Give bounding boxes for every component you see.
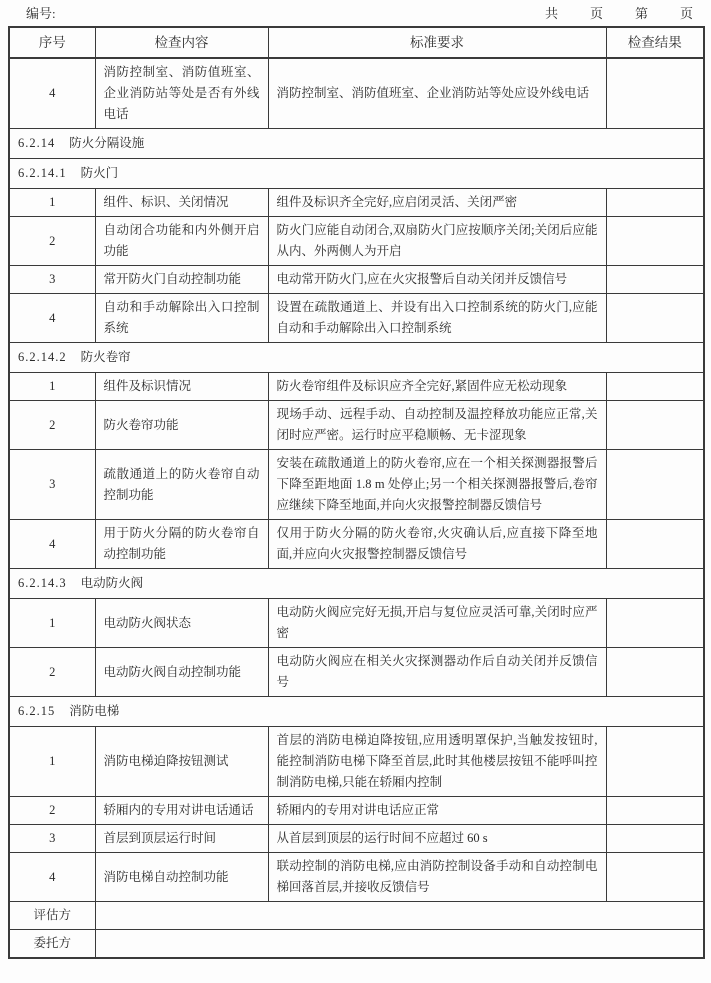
pagination-total-label: 共 [544,6,558,21]
section-title: 电动防火阀 [80,576,144,590]
inspection-result [606,294,704,343]
standard-requirement: 电动常开防火门,应在火灾报警后自动关闭并反馈信号 [268,266,606,294]
item-number: 1 [9,727,95,797]
inspection-result [606,58,704,129]
col-header-requirement: 标准要求 [268,27,606,58]
item-number: 2 [9,401,95,450]
section-row [9,343,704,373]
standard-requirement: 现场手动、远程手动、自动控制及温控释放功能应正常,关闭时应严密。运行时应平稳顺畅、无卡涩现象 [268,401,606,450]
item-row [9,853,704,902]
section-heading [9,129,704,159]
standard-requirement: 设置在疏散通道上、并设有出入口控制系统的防火门,应能自动和手动解除出入口控制系统 [268,294,606,343]
inspection-checklist-table [8,26,705,959]
item-row [9,294,704,343]
item-number: 3 [9,450,95,520]
inspection-result [606,189,704,217]
inspection-result [606,599,704,648]
item-number: 2 [9,217,95,266]
pagination-page-label: 页 [589,6,603,21]
section-title: 防火卷帘 [80,350,131,364]
section-code: 6.2.14 [18,136,56,150]
item-row [9,217,704,266]
signature-row [9,930,704,959]
standard-requirement: 轿厢内的专用对讲电话应正常 [268,797,606,825]
item-number: 1 [9,373,95,401]
inspection-content: 消防电梯自动控制功能 [95,853,268,902]
party-signature-area [95,902,704,930]
inspection-result [606,797,704,825]
item-row [9,825,704,853]
item-row [9,58,704,129]
section-title: 防火分隔设施 [69,136,145,150]
item-number: 4 [9,294,95,343]
inspection-result [606,401,704,450]
inspection-result [606,727,704,797]
standard-requirement: 消防控制室、消防值班室、企业消防站等处应设外线电话 [268,58,606,129]
inspection-result [606,266,704,294]
inspection-content: 用于防火分隔的防火卷帘自动控制功能 [95,520,268,569]
inspection-content: 组件、标识、关闭情况 [95,189,268,217]
inspection-result [606,648,704,697]
section-heading [9,697,704,727]
standard-requirement: 电动防火阀应完好无损,开启与复位应灵活可靠,关闭时应严密 [268,599,606,648]
section-row [9,697,704,727]
item-number: 2 [9,797,95,825]
inspection-content: 组件及标识情况 [95,373,268,401]
inspection-content: 首层到顶层运行时间 [95,825,268,853]
pagination-page-label-2: 页 [679,6,693,21]
item-number: 4 [9,58,95,129]
item-number: 2 [9,648,95,697]
standard-requirement: 联动控制的消防电梯,应由消防控制设备手动和自动控制电梯回落首层,并接收反馈信号 [268,853,606,902]
inspection-result [606,217,704,266]
section-row [9,159,704,189]
inspection-content: 轿厢内的专用对讲电话通话 [95,797,268,825]
item-row [9,648,704,697]
inspection-content: 消防控制室、消防值班室、企业消防站等处是否有外线电话 [95,58,268,129]
item-number: 3 [9,266,95,294]
inspection-result [606,450,704,520]
item-number: 4 [9,520,95,569]
inspection-content: 消防电梯迫降按钮测试 [95,727,268,797]
standard-requirement: 防火门应能自动闭合,双扇防火门应按顺序关闭;关闭后应能从内、外两侧人为开启 [268,217,606,266]
item-row [9,266,704,294]
section-code: 6.2.15 [18,704,56,718]
party-signature-area [95,930,704,959]
standard-requirement: 安装在疏散通道上的防火卷帘,应在一个相关探测器报警后下降至距地面 1.8 m 处停止;另一个相关探测器报警后,卷帘应继续下降至地面,并向火灾报警控制器反馈信号 [268,450,606,520]
item-row [9,450,704,520]
standard-requirement: 组件及标识齐全完好,应启闭灵活、关闭严密 [268,189,606,217]
section-code: 6.2.14.2 [18,350,67,364]
item-number: 1 [9,189,95,217]
inspection-content: 电动防火阀状态 [95,599,268,648]
item-row [9,727,704,797]
item-number: 4 [9,853,95,902]
section-code: 6.2.14.3 [18,576,67,590]
signature-row [9,902,704,930]
col-header-result: 检查结果 [606,27,704,58]
inspection-content: 常开防火门自动控制功能 [95,266,268,294]
section-row [9,569,704,599]
standard-requirement: 防火卷帘组件及标识应齐全完好,紧固件应无松动现象 [268,373,606,401]
inspection-content: 电动防火阀自动控制功能 [95,648,268,697]
inspection-content: 自动闭合功能和内外侧开启功能 [95,217,268,266]
pagination [545,6,697,22]
checklist-body [9,58,704,958]
item-number: 1 [9,599,95,648]
inspection-result [606,853,704,902]
document-number-label: 编号: [26,6,56,21]
section-title: 防火门 [80,166,119,180]
col-header-content: 检查内容 [95,27,268,58]
section-code: 6.2.14.1 [18,166,67,180]
item-row [9,520,704,569]
inspection-result [606,520,704,569]
party-label: 评估方 [9,902,95,930]
party-label: 委托方 [9,930,95,959]
section-heading [9,159,704,189]
item-row [9,189,704,217]
section-heading [9,569,704,599]
page-header [0,0,711,26]
item-row [9,373,704,401]
item-number: 3 [9,825,95,853]
standard-requirement: 仅用于防火分隔的防火卷帘,火灾确认后,应直接下降至地面,并应向火灾报警控制器反馈信号 [268,520,606,569]
table-header-row [9,27,704,58]
standard-requirement: 首层的消防电梯迫降按钮,应用透明罩保护,当触发按钮时,能控制消防电梯下降至首层,此时其他楼层按钮不能呼叫控制消防电梯,只能在轿厢内控制 [268,727,606,797]
item-row [9,599,704,648]
standard-requirement: 电动防火阀应在相关火灾探测器动作后自动关闭并反馈信号 [268,648,606,697]
item-row [9,401,704,450]
inspection-content: 防火卷帘功能 [95,401,268,450]
section-row [9,129,704,159]
item-row [9,797,704,825]
col-header-no: 序号 [9,27,95,58]
pagination-ordinal-label: 第 [634,6,648,21]
section-title: 消防电梯 [69,704,120,718]
inspection-content: 自动和手动解除出入口控制系统 [95,294,268,343]
standard-requirement: 从首层到顶层的运行时间不应超过 60 s [268,825,606,853]
section-heading [9,343,704,373]
inspection-result [606,373,704,401]
inspection-content: 疏散通道上的防火卷帘自动控制功能 [95,450,268,520]
inspection-result [606,825,704,853]
